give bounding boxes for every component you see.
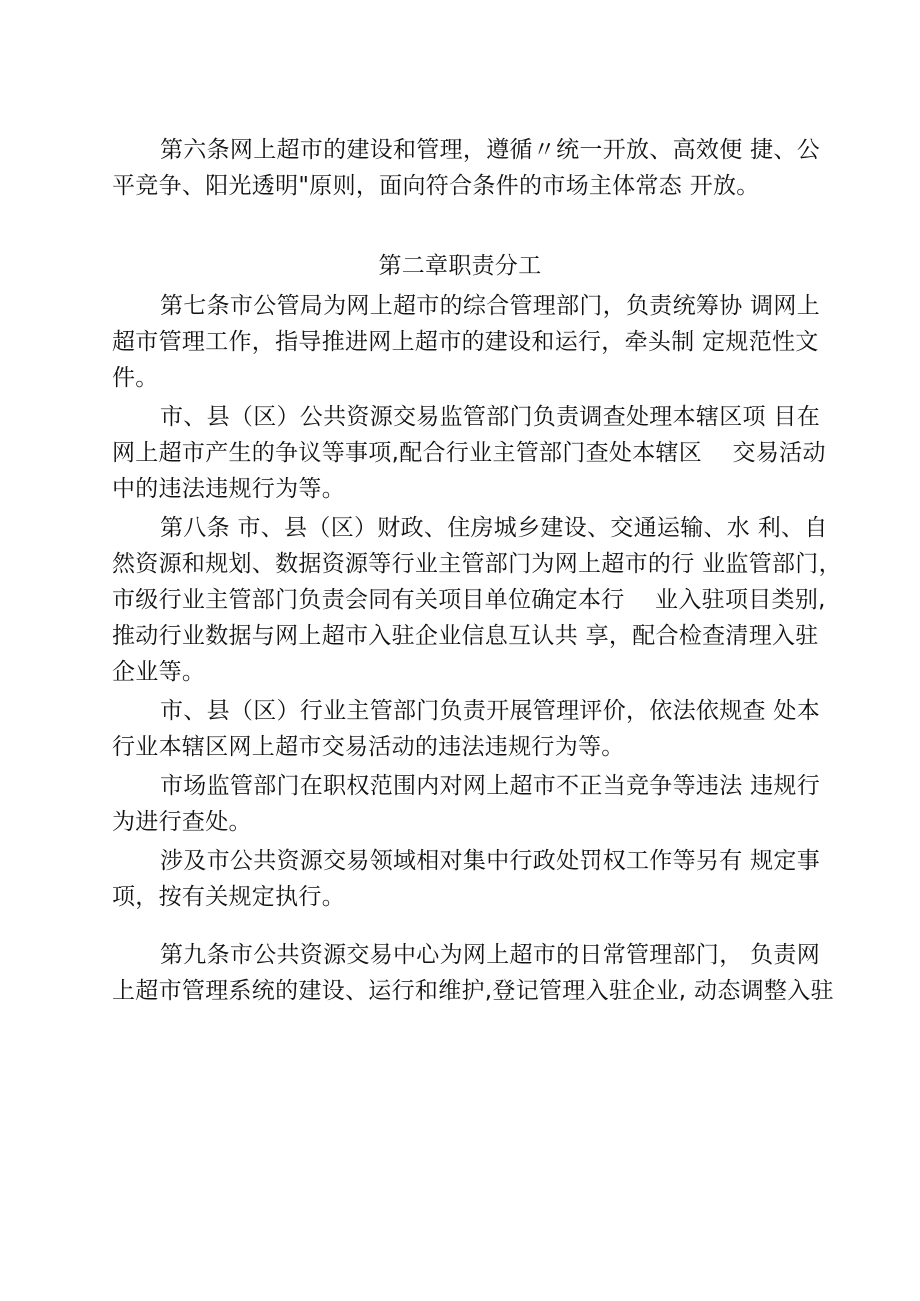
text-line: 第六条网上超市的建设和管理，遵循〃统一开放、高效便 捷、公 xyxy=(160,137,821,163)
text-line: 然资源和规划、数据资源等行业主管部门为网上超市的行 业监管部门， xyxy=(112,551,842,577)
spacer xyxy=(112,915,920,937)
text-line: 为进行查处。 xyxy=(112,809,252,835)
spacer xyxy=(112,204,920,248)
paragraph-market-supervision xyxy=(112,768,920,840)
text-line: 超市管理工作，指导推进网上超市的建设和运行，牵头制 定规范性文 xyxy=(112,329,819,355)
text-line: 第九条市公共资源交易中心为网上超市的日常管理部门， 负责网 xyxy=(160,942,821,968)
text-line: 上超市管理系统的建设、运行和维护,登记管理入驻企业, 动态调整入驻 xyxy=(112,978,834,1004)
paragraph-penalty xyxy=(112,843,920,915)
chapter-heading: 第二章职责分工 xyxy=(378,253,542,279)
text-line: 第八条 市、县（区）财政、住房城乡建设、交通运输、水 利、自 xyxy=(160,515,828,541)
text-line: 市场监管部门在职权范围内对网上超市不正当竞争等违法 违规行 xyxy=(160,773,821,799)
text-line: 网上超市产生的争议等事项,配合行业主管部门查处本辖区 交易活动 xyxy=(112,440,826,466)
text-line: 件。 xyxy=(112,365,159,391)
text-line: 市级行业主管部门负责会同有关项目单位确定本行 业入驻项目类别, xyxy=(112,587,826,613)
text-line: 平竞争、阳光透明"原则，面向符合条件的市场主体常态 开放。 xyxy=(112,173,760,199)
paragraph-county-industry xyxy=(112,693,920,765)
paragraph-article-9 xyxy=(112,937,920,1009)
paragraph-article-8 xyxy=(112,510,920,690)
text-line: 企业等。 xyxy=(112,659,206,685)
text-line: 中的违法违规行为等。 xyxy=(112,476,345,502)
text-line: 第七条市公管局为网上超市的综合管理部门，负责统筹协 调网上 xyxy=(160,293,821,319)
paragraph-article-6 xyxy=(112,132,920,204)
text-line: 行业本辖区网上超市交易活动的违法违规行为等。 xyxy=(112,734,625,760)
text-line: 项，按有关规定执行。 xyxy=(112,884,345,910)
paragraph-article-7 xyxy=(112,288,920,396)
text-line: 市、县（区）行业主管部门负责开展管理评价，依法依规查 处本 xyxy=(160,698,821,724)
text-line: 推动行业数据与网上超市入驻企业信息互认共 享，配合检查清理入驻 xyxy=(112,623,819,649)
paragraph-county-supervision xyxy=(112,399,920,507)
text-line: 涉及市公共资源交易领域相对集中行政处罚权工作等另有 规定事 xyxy=(160,848,821,874)
text-line: 市、县（区）公共资源交易监管部门负责调查处理本辖区项 目在 xyxy=(160,404,821,430)
